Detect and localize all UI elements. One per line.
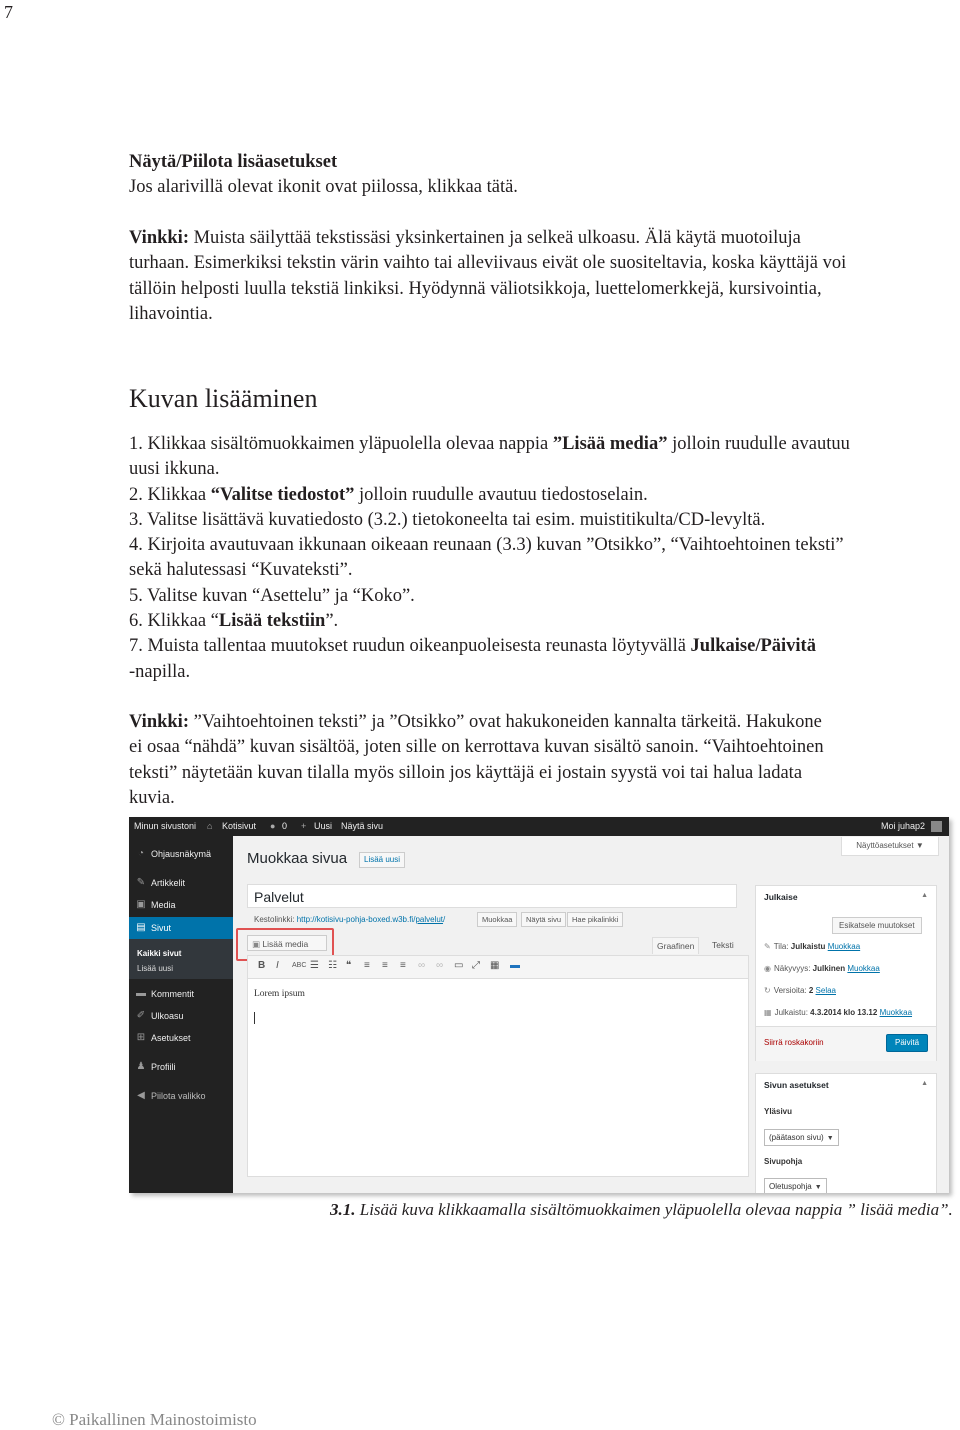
align-right-icon[interactable]: ≡: [400, 960, 406, 971]
parent-label: Yläsivu: [764, 1107, 793, 1116]
keyboard-icon[interactable]: ▬: [510, 960, 520, 971]
media-icon: ▣: [252, 939, 261, 949]
section-show-hide: [129, 150, 909, 201]
step-item: uusi ikkuna.: [129, 459, 220, 480]
page-title: Muokkaa sivua: [247, 850, 348, 867]
pin-icon: ✎: [136, 877, 146, 888]
screen-options-button[interactable]: Näyttöasetukset ▼: [841, 837, 939, 856]
permalink: Kestolinkki: http://kotisivu-pohja-boxed.w3b.fi/palvelut/: [254, 915, 446, 924]
tip-text: kuvia.: [129, 787, 175, 808]
tip-label: Vinkki:: [129, 228, 189, 248]
published-row: ▦ Julkaistu: 4.3.2014 klo 13.12 Muokkaa: [764, 1008, 913, 1017]
parent-select[interactable]: (päätason sivu) ▼: [764, 1129, 839, 1146]
bullet-list-icon[interactable]: ☰: [310, 960, 319, 971]
step-item: 4. Kirjoita avautuvaan ikkunaan oikeaan reunaan (3.3) kuvan ”Otsikko”, “Vaihtoehtoinen teksti”: [129, 535, 844, 556]
sidebar-item-collapse[interactable]: ◀ Piilota valikko: [129, 1086, 233, 1106]
more-tag-icon[interactable]: ▭: [454, 960, 464, 971]
section-title-image: Kuvan lisääminen: [129, 384, 318, 413]
publish-box-title: Julkaise: [764, 892, 798, 902]
text-caret: [254, 1012, 255, 1024]
permalink-edit-button[interactable]: Muokkaa: [477, 912, 517, 927]
media-icon: ▣: [136, 899, 146, 910]
sidebar-item-comments[interactable]: ▬ Kommentit: [129, 984, 233, 1004]
pin-icon: ✎: [764, 942, 771, 951]
sidebar-item-posts[interactable]: ✎ Artikkelit: [129, 873, 233, 893]
status-edit-link[interactable]: Muokkaa: [827, 942, 861, 951]
sidebar-item-pages[interactable]: ▤ Sivut: [129, 917, 233, 939]
step-item: 6. Klikkaa “Lisää tekstiin”.: [129, 611, 339, 632]
update-button[interactable]: Päivitä: [886, 1034, 928, 1052]
tab-text[interactable]: Teksti: [712, 940, 734, 950]
tab-visual[interactable]: Graafinen: [652, 937, 699, 954]
tip-text: lihavointia.: [129, 303, 213, 324]
sidebar-item-dashboard[interactable]: ◔ Ohjausnäkymä: [129, 844, 233, 864]
pages-icon: ▤: [136, 922, 146, 933]
tip-paragraph-2: [129, 710, 909, 811]
collapse-arrow-icon[interactable]: ▲: [921, 1080, 928, 1087]
admin-bar-view-page[interactable]: Näytä sivu: [341, 821, 384, 831]
toolbar-toggle-icon[interactable]: ▦: [490, 960, 500, 971]
fullscreen-icon[interactable]: ⤢: [472, 960, 480, 971]
user-icon: ♟: [136, 1061, 146, 1072]
revisions-icon: ↻: [764, 986, 771, 995]
permalink-view-button[interactable]: Näytä sivu: [521, 912, 566, 927]
figure-caption: 3.1. Lisää kuva klikkaamalla sisältömuokkaimen yläpuolella olevaa nappia ” lisää media”.: [330, 1200, 953, 1219]
content-editor[interactable]: [247, 955, 749, 1177]
link-icon[interactable]: ∞: [418, 960, 426, 971]
admin-bar-home[interactable]: Kotisivut: [222, 821, 257, 831]
sidebar-item-profile[interactable]: ♟ Profiili: [129, 1057, 233, 1077]
publish-box: [755, 885, 937, 1061]
appearance-icon: ✐: [136, 1010, 146, 1021]
add-new-button[interactable]: Lisää uusi: [359, 852, 405, 868]
blockquote-icon[interactable]: ❝: [346, 960, 352, 971]
tip-text: turhaan. Esimerkiksi tekstin värin vaihto tai alleviivaus eivät ole suositeltavia, koska käyttäjä voi: [129, 253, 847, 274]
editor-content: Lorem ipsum: [254, 989, 305, 999]
collapse-arrow-icon[interactable]: ▲: [921, 892, 928, 899]
published-edit-link[interactable]: Muokkaa: [879, 1008, 913, 1017]
sidebar-item-media[interactable]: ▣ Media: [129, 895, 233, 915]
step-item: 2. Klikkaa “Valitse tiedostot” jolloin ruudulle avautuu tiedostoselain.: [129, 484, 648, 505]
status-row: ✎ Tila: Julkaistu Muokkaa: [764, 942, 861, 951]
unlink-icon[interactable]: ∞: [436, 960, 444, 971]
numbered-list-icon[interactable]: ☷: [328, 960, 337, 971]
tip-text: tällöin helposti luulla tekstiä linkiksi. Hyödynnä väliotsikkoja, luettelomerkkejä, kursivointia,: [129, 278, 822, 299]
admin-bar-site[interactable]: Minun sivustoni: [134, 821, 197, 831]
comment-icon: ●: [270, 821, 276, 831]
revisions-browse-link[interactable]: Selaa: [815, 986, 836, 995]
editor-toolbar: [248, 956, 748, 979]
tip-text: ”Vaihtoehtoinen teksti” ja ”Otsikko” ovat hakukoneiden kannalta tärkeitä. Hakukone: [188, 712, 822, 732]
section-heading: Näytä/Piilota lisäasetukset: [129, 152, 338, 172]
page-number: 7: [4, 2, 13, 22]
eye-icon: ◉: [764, 964, 771, 973]
tip-text: teksti” näytetään kuvan tilalla myös silloin jos käyttäjä ei jostain syystä voi tai halua ladata: [129, 762, 803, 783]
preview-changes-button[interactable]: Esikatsele muutokset: [832, 917, 922, 934]
step-item: 7. Muista tallentaa muutokset ruudun oikeanpuoleisesta reunasta löytyvällä Julkaise/Päivitä: [129, 636, 816, 657]
align-center-icon[interactable]: ≡: [382, 960, 388, 971]
publish-actions: [756, 1026, 936, 1061]
add-media-button[interactable]: ▣ Lisää media: [247, 935, 327, 951]
move-to-trash-link[interactable]: Siirrä roskakoriin: [764, 1038, 824, 1047]
step-item: sekä halutessasi “Kuvateksti”.: [129, 560, 353, 581]
steps-list: [129, 432, 909, 685]
pages-submenu: [129, 939, 233, 979]
get-shortlink-button[interactable]: Hae pikalinkki: [567, 912, 623, 927]
sidebar-item-settings[interactable]: ⊞ Asetukset: [129, 1028, 233, 1048]
avatar[interactable]: [931, 821, 942, 832]
admin-bar-user[interactable]: Moi juhap2: [881, 821, 926, 831]
submenu-add-new[interactable]: Lisää uusi: [137, 964, 174, 973]
template-select[interactable]: Oletuspohja ▼: [764, 1178, 827, 1193]
tip-text: ei osaa “nähdä” kuvan sisältöä, joten sille on kerrottava kuvan sisältö sanoin. “Vaihtoehtoinen: [129, 737, 824, 758]
italic-icon[interactable]: I: [276, 960, 279, 971]
home-icon: ⌂: [207, 821, 213, 831]
step-item: 3. Valitse lisättävä kuvatiedosto (3.2.) tietokoneelta tai esim. muistitikulta/CD-levyltä.: [129, 509, 766, 530]
plus-icon: +: [301, 821, 307, 831]
bold-icon[interactable]: B: [258, 960, 266, 971]
chevron-down-icon: ▼: [814, 1184, 822, 1191]
submenu-all-pages[interactable]: Kaikki sivut: [137, 949, 182, 958]
align-left-icon[interactable]: ≡: [364, 960, 370, 971]
page-attributes-box: [755, 1073, 937, 1193]
tip-label: Vinkki:: [129, 712, 189, 732]
section-text: Jos alarivillä olevat ikonit ovat piilossa, klikkaa tätä.: [129, 177, 518, 198]
post-title-input[interactable]: Palvelut: [247, 884, 737, 908]
tip-text: Muista säilyttää tekstissäsi yksinkertainen ja selkeä ulkoasu. Älä käytä muotoiluja: [188, 228, 801, 248]
step-item: 5. Valitse kuvan “Asettelu” ja “Koko”.: [129, 585, 415, 606]
step-item: -napilla.: [129, 661, 191, 682]
footer-copyright: © Paikallinen Mainostoimisto: [52, 1410, 257, 1429]
visibility-edit-link[interactable]: Muokkaa: [847, 964, 880, 973]
calendar-icon: ▦: [764, 1008, 772, 1017]
comments-icon: ▬: [136, 988, 146, 999]
admin-sidebar: [129, 836, 233, 1193]
admin-bar-comments-count[interactable]: 0: [282, 821, 288, 831]
template-label: Sivupohja: [764, 1157, 803, 1166]
admin-bar: [129, 817, 949, 836]
admin-bar-new[interactable]: Uusi: [314, 821, 333, 831]
tip-paragraph-1: [129, 226, 909, 327]
dashboard-icon: ◔: [137, 848, 145, 859]
wordpress-screenshot: [129, 817, 949, 1193]
collapse-icon: ◀: [137, 1090, 145, 1101]
revisions-row: ↻ Versioita: 2 Selaa: [764, 986, 836, 995]
chevron-down-icon: ▼: [826, 1135, 834, 1142]
step-item: 1. Klikkaa sisältömuokkaimen yläpuolella olevaa nappia ”Lisää media” jolloin ruudulle avautuu: [129, 434, 850, 454]
strikethrough-icon[interactable]: ABC: [292, 962, 307, 969]
settings-icon: ⊞: [136, 1032, 146, 1043]
visibility-row: ◉ Näkyvyys: Julkinen Muokkaa: [764, 964, 880, 973]
sidebar-item-appearance[interactable]: ✐ Ulkoasu: [129, 1006, 233, 1026]
page-attributes-title: Sivun asetukset: [764, 1080, 829, 1090]
